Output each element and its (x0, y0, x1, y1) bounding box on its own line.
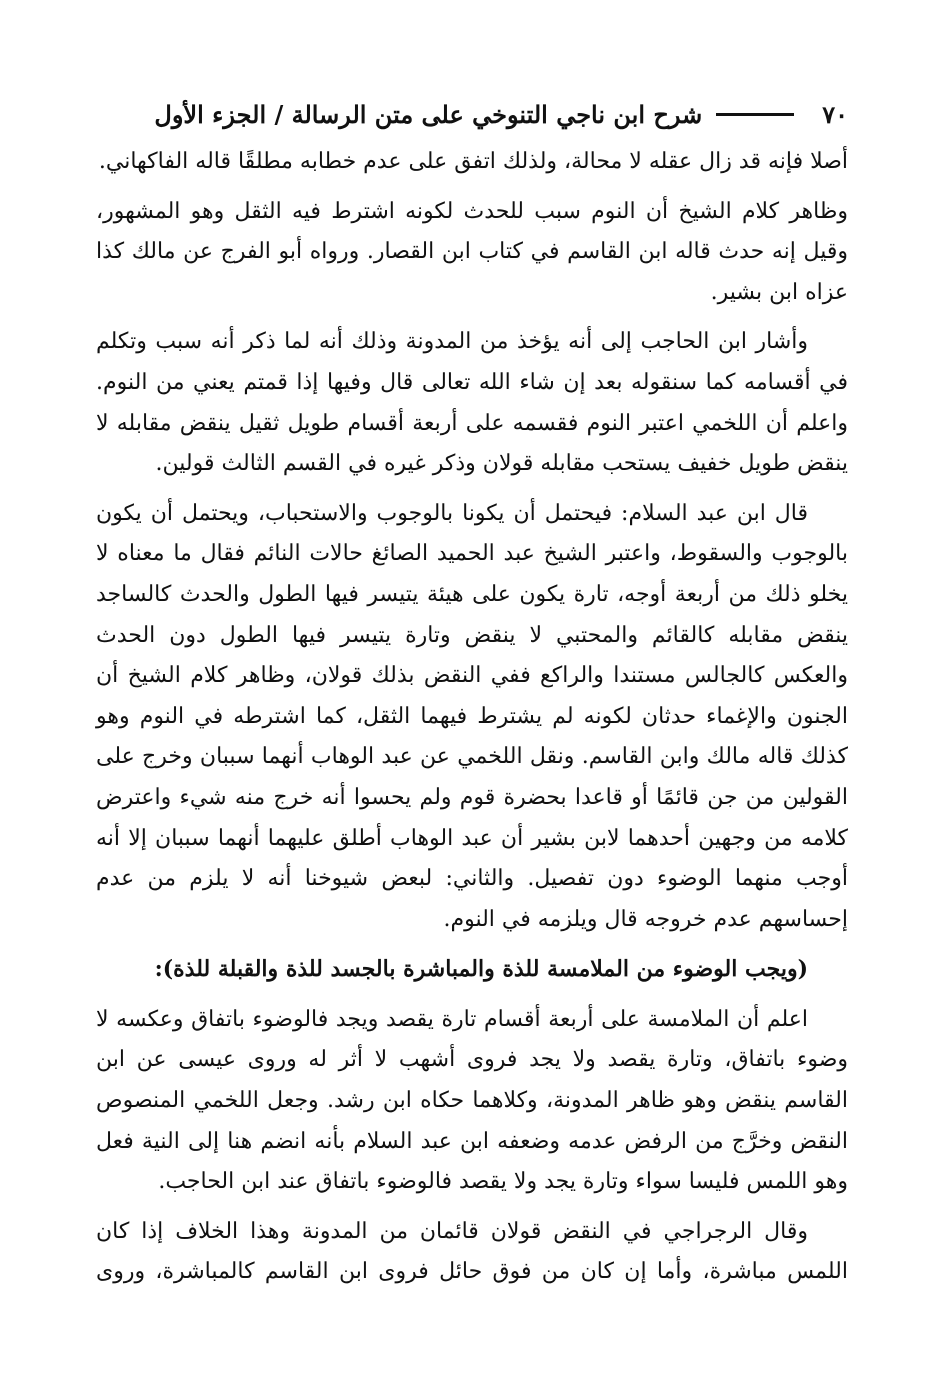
paragraph: وقال الرجراجي في النقض قولان قائمان من المدونة وهذا الخلاف إذا كان اللمس مباشرة، وأما إن كان من فوق حائل فروى ابن القاسم كالمباشرة، وروى (96, 1218, 848, 1285)
running-title: شرح ابن ناجي التنوخي على متن الرسالة / الجزء الأول (154, 99, 703, 129)
paragraph: وظاهر كلام الشيخ أن النوم سبب للحدث لكونه اشترط فيه الثقل وهو المشهور، وقيل إنه حدث قاله ابن القاسم في كتاب ابن القصار. ورواه أبو الفرج عن مالك كذا عزاه ابن بشير. (96, 198, 848, 305)
paragraph: أصلا فإنه قد زال عقله لا محالة، ولذلك اتفق على عدم خطابه مطلقًا قاله الفاكهاني. (98, 149, 848, 174)
paragraph: اعلم أن الملامسة على أربعة أقسام تارة يقصد ويجد فالوضوء باتفاق وعكسه لا وضوء باتفاق، وتارة يقصد ولا يجد فروى أشهب لا أثر له وروى عيسى عن ابن القاسم ينقض وهو ظاهر المدونة، وكلاهما حكاه ابن رشد. وجعل اللخمي المنصوص النقض وخرَّج من الرفض عدمه وضعفه ابن عبد السلام بأنه انضم هنا إلى النية فعل وهو اللمس فليسا سواء وتارة يجد ولا يقصد فالوضوء باتفاق عند ابن الحاجب. (96, 1006, 848, 1195)
page-number: ٧٠ (822, 99, 848, 129)
paragraph: قال ابن عبد السلام: فيحتمل أن يكونا بالوجوب والاستحباب، ويحتمل أن يكون بالوجوب والسقوط، واعتبر الشيخ عبد الحميد الصائغ حالات النائم فقال ما معناه لا يخلو ذلك من أربعة أوجه، تارة يكون على هيئة يتيسر فيها الطول والحدث كالساجد ينقض مقابله كالقائم والمحتبي لا ينقض وتارة يتيسر فيها الطول دون الحدث والعكس كالجالس مستندا والراكع ففي النقض بذلك قولان، وظاهر كلام الشيخ أن الجنون والإغماء حدثان لكونه لم يشترط فيهما الثقل، كما اشترطه في النوم وهو كذلك قاله مالك وابن القاسم. ونقل اللخمي عن عبد الوهاب أنهما سببان وخرج على القولين من جن قائمًا أو قاعدا بحضرة قوم ولم يحسوا أنه خرج منه شيء واعترض كلامه من وجهين أحدهما لابن بشير أن عبد الوهاب أطلق عليهما أنهما سببان إلا أنه أوجب منهما الوضوء دون تفصيل. والثاني: لبعض شيوخنا أنه لا يلزم من عدم إحساسهم عدم خروجه قال ويلزمه في النوم. (96, 500, 848, 932)
paragraph: وأشار ابن الحاجب إلى أنه يؤخذ من المدونة وذلك أنه لما ذكر أنه سبب وتكلم في أقسامه كما سنقوله بعد إن شاء الله تعالى قال وفيها إذا قمتم يعني من النوم. واعلم أن اللخمي اعتبر النوم فقسمه على أربعة أقسام طويل ثقيل ينقض مقابله لا ينقض طويل خفيف يستحب مقابله قولان وذكر غيره في القسم الثالث قولين. (96, 329, 848, 477)
page-header (96, 92, 848, 136)
header-rule (716, 113, 794, 116)
section-heading: (ويجب الوضوء من الملامسة للذة والمباشرة بالجسد للذة والقبلة للذة): (154, 956, 808, 983)
page-body (96, 142, 848, 1302)
